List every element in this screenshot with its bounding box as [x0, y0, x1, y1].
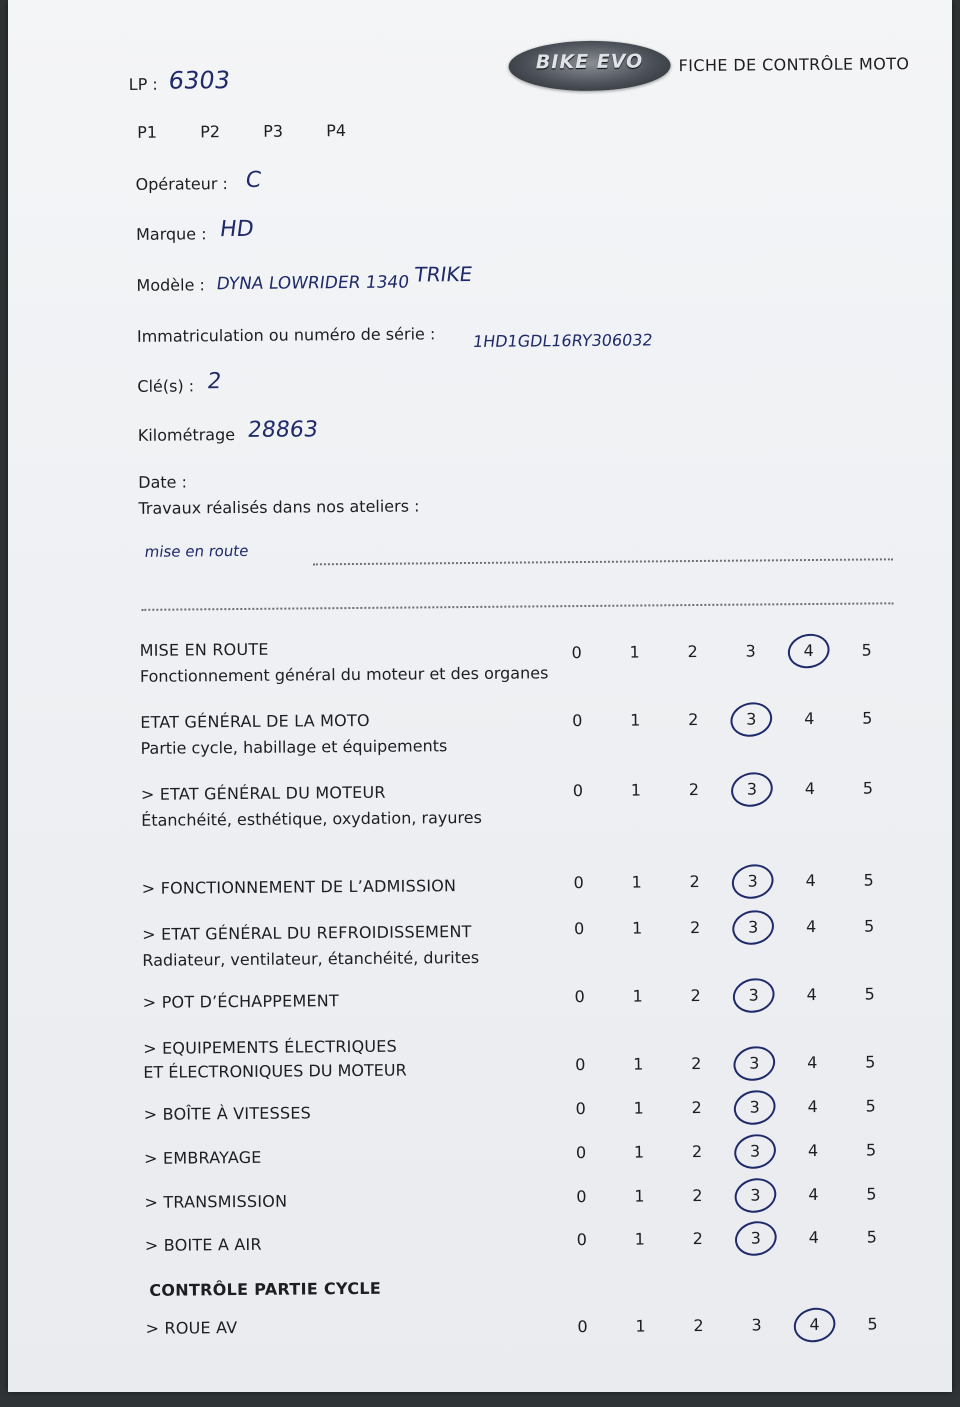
operateur-label: Opérateur : [135, 174, 228, 194]
score-option[interactable]: 5 [864, 984, 875, 1004]
score-option[interactable]: 4 [807, 1140, 819, 1161]
travaux-label: Travaux réalisés dans nos ateliers : [138, 496, 420, 518]
travaux-line-2 [141, 602, 893, 611]
km-label: Kilométrage [137, 425, 236, 445]
immat-value: 1HD1GDL16RY306032 [471, 330, 654, 351]
row-title: > FONCTIONNEMENT DE L’ADMISSION [141, 876, 457, 898]
score-option[interactable]: 5 [863, 870, 874, 890]
cles-value: 2 [205, 369, 223, 395]
score-option[interactable]: 1 [634, 1186, 645, 1206]
score-option-selected[interactable]: 3 [740, 1183, 770, 1207]
score-option[interactable]: 5 [866, 1184, 877, 1204]
score-option[interactable]: 4 [804, 708, 815, 729]
score-option[interactable]: 2 [689, 917, 701, 938]
cycle-section-heading: CONTRÔLE PARTIE CYCLE [149, 1278, 382, 1300]
modele-label: Modèle : [136, 275, 205, 295]
form-title: FICHE DE CONTRÔLE MOTO [678, 54, 910, 76]
score-option-selected[interactable]: 3 [740, 1095, 770, 1119]
row-subtitle: ET ÉLECTRONIQUES DU MOTEUR [143, 1060, 407, 1082]
lp-label: LP : [128, 74, 158, 94]
score-option[interactable]: 5 [865, 1140, 877, 1160]
score-option-selected[interactable]: 3 [737, 777, 767, 801]
p-option: P3 [263, 121, 284, 141]
score-option[interactable]: 1 [630, 710, 641, 730]
score-option[interactable]: 0 [574, 987, 585, 1007]
row-title: > ROUE AV [145, 1318, 238, 1338]
p-option: P1 [137, 122, 158, 142]
modele-value: DYNA LOWRIDER 1340 [215, 272, 411, 295]
score-option[interactable]: 1 [631, 872, 642, 892]
score-option[interactable]: 4 [805, 916, 817, 937]
score-option[interactable]: 0 [575, 1055, 586, 1075]
score-option[interactable]: 1 [635, 1316, 646, 1336]
row-title: > ETAT GÉNÉRAL DU REFROIDISSEMENT [142, 921, 472, 944]
score-option[interactable]: 1 [629, 642, 640, 662]
score-option-selected[interactable]: 3 [738, 869, 768, 893]
score-option[interactable]: 5 [865, 1052, 876, 1072]
score-option[interactable]: 2 [691, 1053, 702, 1074]
score-option[interactable]: 0 [577, 1316, 588, 1337]
row-title: > BOITE A AIR [144, 1234, 262, 1255]
score-option[interactable]: 1 [631, 918, 643, 938]
score-option[interactable]: 0 [576, 1186, 587, 1207]
score-option-selected[interactable]: 3 [739, 1051, 769, 1075]
row-title: > EMBRAYAGE [144, 1147, 262, 1168]
score-option[interactable]: 1 [634, 1229, 646, 1249]
score-option[interactable]: 2 [691, 1141, 703, 1162]
score-option[interactable]: 1 [630, 780, 642, 800]
score-option[interactable]: 5 [863, 916, 875, 936]
row-title: > EQUIPEMENTS ÉLECTRIQUES [143, 1036, 397, 1058]
score-option-selected[interactable]: 4 [799, 1313, 829, 1337]
score-option-selected[interactable]: 3 [740, 1139, 770, 1163]
marque-value: HD [218, 216, 256, 243]
score-option-selected[interactable]: 4 [794, 639, 824, 663]
score-option[interactable]: 5 [865, 1096, 876, 1116]
score-option[interactable]: 2 [692, 1185, 703, 1206]
marque-label: Marque : [135, 224, 207, 244]
row-subtitle: Partie cycle, habillage et équipements [140, 736, 448, 758]
bike-evo-logo [508, 40, 670, 91]
score-option[interactable]: 4 [805, 870, 816, 891]
score-option[interactable]: 5 [861, 640, 872, 660]
score-option[interactable]: 4 [807, 1096, 818, 1117]
row-subtitle: Fonctionnement général du moteur et des organes [139, 663, 549, 686]
km-value: 28863 [246, 417, 320, 443]
score-option[interactable]: 4 [804, 778, 816, 799]
score-option-selected[interactable]: 3 [739, 983, 769, 1007]
score-option[interactable]: 4 [807, 1052, 818, 1073]
score-option[interactable]: 2 [688, 780, 700, 800]
lp-value: 6303 [166, 66, 232, 95]
score-option[interactable]: 0 [575, 1142, 587, 1163]
operateur-value: C [243, 167, 263, 193]
score-option[interactable]: 4 [806, 984, 817, 1005]
score-option[interactable]: 2 [687, 642, 698, 662]
score-option-selected[interactable]: 3 [741, 1226, 771, 1250]
row-subtitle: Radiateur, ventilateur, étanchéité, durites [142, 947, 480, 970]
cles-label: Clé(s) : [137, 376, 195, 396]
p-options [137, 121, 389, 142]
row-title: ETAT GÉNÉRAL DE LA MOTO [140, 710, 370, 732]
score-option[interactable]: 2 [692, 1228, 704, 1249]
row-title: > ETAT GÉNÉRAL DU MOTEUR [140, 782, 386, 804]
row-title: > POT D’ÉCHAPPEMENT [142, 991, 339, 1012]
score-option[interactable]: 5 [862, 778, 874, 798]
p-option: P4 [326, 121, 347, 141]
row-subtitle: Étanchéité, esthétique, oxydation, rayures [141, 807, 482, 830]
score-option[interactable]: 2 [688, 710, 699, 730]
score-option[interactable]: 3 [751, 1315, 762, 1335]
score-option[interactable]: 0 [575, 1099, 586, 1119]
score-option[interactable]: 1 [633, 1054, 644, 1074]
score-option[interactable]: 0 [572, 781, 584, 801]
score-option[interactable]: 0 [573, 919, 585, 939]
inspection-sheet [8, 0, 952, 1392]
travaux-line-1 [313, 558, 893, 565]
score-option[interactable]: 0 [572, 711, 583, 731]
score-option[interactable]: 5 [862, 708, 873, 728]
date-label: Date : [138, 472, 188, 492]
score-option[interactable]: 1 [633, 1098, 644, 1118]
row-title: > BOÎTE À VITESSES [143, 1103, 312, 1124]
row-title: > TRANSMISSION [144, 1191, 288, 1212]
score-option[interactable]: 2 [691, 1097, 702, 1118]
score-option[interactable]: 4 [808, 1227, 820, 1248]
score-option[interactable]: 1 [633, 1142, 645, 1162]
p-option: P2 [200, 122, 221, 142]
score-option-selected[interactable]: 3 [736, 707, 766, 731]
modele-value-2: TRIKE [412, 261, 474, 287]
row-title: MISE EN ROUTE [139, 639, 269, 660]
score-option[interactable]: 0 [576, 1229, 588, 1250]
score-option[interactable]: 5 [866, 1227, 878, 1247]
travaux-value: mise en route [143, 541, 250, 561]
score-option[interactable]: 2 [693, 1315, 704, 1336]
score-option[interactable]: 0 [571, 643, 582, 663]
score-option-selected[interactable]: 3 [738, 915, 768, 939]
immat-label: Immatriculation ou numéro de série : [136, 324, 436, 346]
score-option[interactable]: 2 [690, 985, 701, 1006]
score-option[interactable]: 2 [689, 871, 700, 892]
score-option[interactable]: 3 [745, 641, 756, 661]
score-option[interactable]: 1 [632, 986, 643, 1006]
score-option[interactable]: 4 [808, 1184, 819, 1205]
score-option[interactable]: 0 [573, 873, 584, 893]
score-option[interactable]: 5 [867, 1314, 878, 1334]
logo-text: BIKE EVO [535, 50, 644, 74]
